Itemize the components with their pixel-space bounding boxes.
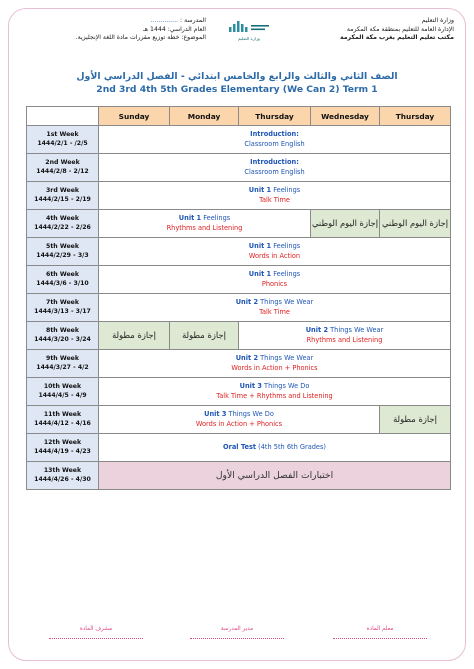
table-row <box>27 462 451 490</box>
unit-topic: Feelings <box>271 270 301 279</box>
week-cell <box>27 238 99 266</box>
week-name: 12th Week <box>43 439 82 447</box>
day-header: Thursday <box>380 107 451 126</box>
week-dates: 1444/4/5 - 4/9 <box>38 391 87 399</box>
table-row <box>27 350 451 378</box>
table-row <box>27 266 451 294</box>
table-row <box>27 182 451 210</box>
week-dates: 1444/3/6 - 3/10 <box>36 279 89 287</box>
unit-label: Unit 1 <box>248 242 272 251</box>
week-dates: 1444/2/29 - 3/3 <box>36 251 89 259</box>
lesson-sub: Talk Time <box>259 195 290 204</box>
week-name: 11th Week <box>43 411 82 419</box>
week-dates: 1444/2/22 - 2/26 <box>34 223 91 231</box>
oral-test-grades: (4th 5th 6th Grades) <box>256 442 326 451</box>
lesson-title: Introduction: <box>250 158 299 167</box>
table-row <box>27 294 451 322</box>
week-name: 7th Week <box>46 299 79 307</box>
oral-test-cell <box>99 434 451 462</box>
lesson-cell <box>99 266 451 294</box>
lesson-sub: Words in Action + Phonics <box>231 363 318 372</box>
week-cell <box>27 182 99 210</box>
header-right <box>289 17 454 43</box>
ministry-logo <box>221 18 277 46</box>
lesson-cell <box>99 406 380 434</box>
week-cell <box>27 378 99 406</box>
week-name: 5th Week <box>46 243 79 251</box>
signature-teacher: معلم المادة <box>366 626 394 632</box>
signature-line <box>49 638 143 639</box>
ministry-name: وزارة التعليم <box>421 17 454 24</box>
unit-topic: Things We Do <box>261 382 310 391</box>
table-row <box>27 322 451 350</box>
week-dates: 1444/4/19 - 4/23 <box>34 447 91 455</box>
week-cell <box>27 266 99 294</box>
week-dates: 1444/2/15 - 2/19 <box>34 195 91 203</box>
unit-topic: Things We Do <box>226 410 274 419</box>
week-dates: 1444/3/20 - 3/24 <box>34 335 91 343</box>
logo-icon <box>221 18 277 36</box>
week-dates: 1444/3/27 - 4/2 <box>36 363 89 371</box>
table-row <box>27 434 451 462</box>
unit-topic: Things We Wear <box>258 354 314 363</box>
unit-label: Unit 2 <box>235 298 259 307</box>
lesson-cell <box>99 210 311 238</box>
unit-label: Unit 2 <box>235 354 259 363</box>
week-dates: 1444/4/12 - 4/16 <box>34 419 91 427</box>
lesson-sub: Words in Action + Phonics <box>195 419 283 428</box>
lesson-sub: Classroom English <box>244 167 305 176</box>
day-header: Thursday <box>239 107 311 126</box>
corner-cell <box>27 107 99 126</box>
unit-label: Unit 1 <box>248 270 272 279</box>
signature-line <box>333 638 427 639</box>
table-row <box>27 154 451 182</box>
schedule-table <box>26 106 451 490</box>
table-row <box>27 126 451 154</box>
lesson-cell <box>99 294 451 322</box>
unit-label: Unit 1 <box>178 214 202 223</box>
week-name: 1st Week <box>46 131 79 139</box>
week-name: 2nd Week <box>45 159 80 167</box>
lesson-cell <box>99 378 451 406</box>
day-header-row <box>27 107 451 126</box>
unit-label: Unit 2 <box>305 326 329 335</box>
holiday-cell: إجازة اليوم الوطني <box>311 210 380 238</box>
oral-test-label: Oral Test <box>223 442 257 451</box>
week-dates: 1444/4/26 - 4/30 <box>34 475 91 483</box>
week-name: 13th Week <box>43 467 82 475</box>
unit-label: Unit 3 <box>239 382 262 391</box>
holiday-cell: إجازة مطولة <box>380 406 451 434</box>
holiday-cell: إجازة اليوم الوطني <box>380 210 451 238</box>
week-name: 6th Week <box>46 271 79 279</box>
day-header: Monday <box>170 107 239 126</box>
lesson-cell <box>99 182 451 210</box>
year-line: العام الدراسي: 1444 هـ <box>142 25 206 33</box>
unit-label: Unit 3 <box>204 410 227 419</box>
week-name: 4th Week <box>46 215 79 223</box>
header-left <box>28 17 206 43</box>
office-name: مكتب تعليم التعليم بغرب مكة المكرمة <box>339 34 454 42</box>
week-cell <box>27 210 99 238</box>
lesson-sub: Rhythms and Listening <box>166 223 243 232</box>
holiday-cell: إجازة مطولة <box>170 322 239 350</box>
week-cell <box>27 126 99 154</box>
week-cell <box>27 154 99 182</box>
school-dots: .............. <box>150 17 179 24</box>
week-dates: 1444/3/13 - 3/17 <box>34 307 91 315</box>
unit-topic: Feelings <box>271 186 301 195</box>
week-name: 3rd Week <box>45 187 80 195</box>
week-name: 9th Week <box>46 355 79 363</box>
day-header: Sunday <box>99 107 170 126</box>
lesson-cell <box>239 322 451 350</box>
lesson-cell <box>99 154 451 182</box>
lesson-title: Introduction: <box>250 130 299 139</box>
unit-topic: Feelings <box>271 242 301 251</box>
week-dates: 1444/2/8 - 2/12 <box>36 167 89 175</box>
lesson-cell <box>99 238 451 266</box>
table-row <box>27 210 451 238</box>
week-cell <box>27 406 99 434</box>
day-header: Wednesday <box>311 107 380 126</box>
lesson-cell <box>99 350 451 378</box>
week-cell <box>27 350 99 378</box>
title-english: 2nd 3rd 4th 5th Grades Elementary (We Can 2) Term 1 <box>96 84 378 95</box>
unit-topic: Feelings <box>201 214 231 223</box>
signature-line <box>190 638 284 639</box>
unit-topic: Things We Wear <box>328 326 384 335</box>
week-name: 8th Week <box>46 327 79 335</box>
subject-line: الموضوع: خطة توزيع مقررات مادة اللغة الإنجليزية. <box>75 34 206 42</box>
week-dates: 1444/2/1 - /2/5 <box>37 139 88 147</box>
unit-topic: Things We Wear <box>258 298 314 307</box>
unit-label: Unit 1 <box>248 186 272 195</box>
lesson-sub: Rhythms and Listening <box>306 335 383 344</box>
exam-cell: اختبارات الفصل الدراسي الأول <box>99 462 451 490</box>
week-cell <box>27 462 99 490</box>
week-cell <box>27 434 99 462</box>
table-row <box>27 378 451 406</box>
lesson-sub: Words in Action <box>248 251 301 260</box>
signature-supervisor: مشرف المادة <box>79 626 113 632</box>
logo-text: وزارة التعليم <box>238 36 260 41</box>
table-row <box>27 406 451 434</box>
week-cell <box>27 294 99 322</box>
lesson-sub: Talk Time <box>259 307 290 316</box>
table-row <box>27 238 451 266</box>
title-arabic: الصف الثاني والثالث والرابع والخامس ابتدائي - الفصل الدراسي الأول <box>76 71 398 82</box>
signature-principal: مدير المدرسة <box>220 626 254 632</box>
lesson-sub: Talk Time + Rhythms and Listening <box>216 391 333 400</box>
week-cell <box>27 322 99 350</box>
week-name: 10th Week <box>43 383 82 391</box>
lesson-cell <box>99 126 451 154</box>
school-line <box>28 17 206 26</box>
holiday-cell: إجازة مطولة <box>99 322 170 350</box>
school-label: المدرسة : <box>180 17 206 24</box>
lesson-sub: Phonics <box>261 279 288 288</box>
lesson-sub: Classroom English <box>244 139 305 148</box>
admin-name: الإدارة العامة للتعليم بمنطقة مكة المكرمة <box>346 25 454 33</box>
